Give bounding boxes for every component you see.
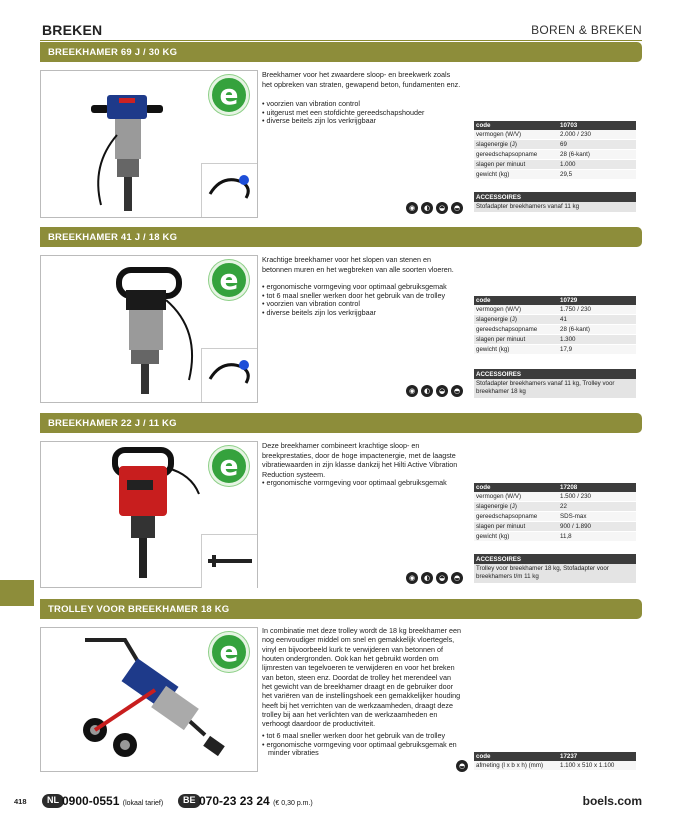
product-code: 10703 [558,121,636,130]
feature-list [262,732,472,758]
helmet-icon: ◓ [451,385,463,397]
chisel-accessory-image [201,534,257,588]
spec-table [474,483,636,542]
breaker-hammer-image [71,444,211,584]
spec-row: vermogen (W/V) 1.500 / 230 [474,492,636,502]
spec-row: slagen per minuut 900 / 1.890 [474,522,636,532]
spec-row: gereedschapsopname 28 (6-kant) [474,150,636,160]
be-phone: 070-23 23 24 (€ 0,30 p.m.) [199,794,313,808]
spec-header-label: code [474,752,558,761]
spec-row: gereedschapsopname SDS-max [474,512,636,522]
spec-header-label: code [474,483,558,492]
accessories-heading: ACCESSOIRES [474,369,636,379]
feature-item: • voorzien van vibration control [262,99,361,108]
header-divider [40,40,642,41]
breaker-hammer-image [71,75,211,215]
product-code: 10729 [558,296,636,305]
nl-phone: 0900-0551 (lokaal tarief) [62,794,164,808]
feature-item: • ergonomische vormgeving voor optimaal gebruiksgemak en minder vibraties [262,739,457,757]
eco-label-e-icon: e [209,632,249,672]
product-title: BREEKHAMER 22 J / 11 KG [40,413,642,433]
product-code: 17208 [558,483,636,492]
safety-icons [406,202,463,214]
dust-adapter-image [201,163,257,217]
product-description: In combinatie met deze trolley wordt de 18 kg breekhamer een nog eenvoudiger middel om snel en gemakkelijk vloertegels, vinyl en bijvoorbeeld kurk te verwijderen van betonnen of houten ondergronden. Ook kan het gebruikt worden om lijmresten van tegelvoeren te verwijderen en voor het breken van beton, steen enz. Doordat de trolley het merendeel van het gewicht van de breekhamer draagt en de gebruiker door het variëren van de instellingshoek een gemakkelijker houding heeft bij het verrichten van de werkzaamheden, draagt deze trolley bij aan het verlichten van de werkzaamheden en verhoogt daardoor de productiviteit. [262,626,461,729]
accessories-heading: ACCESSOIRES [474,554,636,564]
spec-row: gereedschapsopname 28 (6-kant) [474,325,636,335]
product-description: Deze breekhamer combineert krachtige sloop- en breekprestaties, door de hoge impactenergie, met de laagste vibratiewaarden in zijn klasse dankzij het Hilti Active Vibration Reduction systeem. [262,441,458,479]
feature-item: • tot 6 maal sneller werken door het gebruik van de trolley [262,290,446,300]
dust-mask-icon: ◒ [436,385,448,397]
spec-header-label: code [474,121,558,130]
helmet-icon: ◓ [451,572,463,584]
spec-row: slagenergie (J) 22 [474,502,636,512]
spec-table [474,121,636,180]
page-number: 418 [14,797,27,806]
product-section-22j [40,413,642,593]
dust-mask-icon: ◒ [436,572,448,584]
accessories-heading: ACCESSOIRES [474,192,636,202]
product-title: BREEKHAMER 69 J / 30 KG [40,42,642,62]
product-code: 17237 [558,752,636,761]
feature-item: • diverse beitels zijn los verkrijgbaar [262,307,376,317]
safety-icons [406,385,463,397]
feature-item: • uitgerust met een stofdichte gereedschapshouder [262,107,425,117]
section-tab-marker [0,580,34,606]
helmet-icon: ◓ [451,202,463,214]
category-title: BOREN & BREKEN [531,23,642,37]
breaker-hammer-image [71,260,211,400]
safety-icons [406,572,463,584]
spec-row: slagenergie (J) 41 [474,315,636,325]
feature-item: • ergonomische vormgeving voor optimaal gebruiksgemak [262,478,447,487]
ear-protection-icon: ◐ [421,385,433,397]
product-title: BREEKHAMER 41 J / 18 KG [40,227,642,247]
safety-glasses-icon: ◉ [406,202,418,214]
accessories-list: Stofadapter breekhamers vanaf 11 kg, Trolley voor breekhamer 18 kg [474,379,636,398]
website-link[interactable]: boels.com [582,794,642,808]
spec-row: gewicht (kg) 11,8 [474,532,636,542]
spec-row: slagen per minuut 1.300 [474,335,636,345]
feature-list [262,100,472,126]
spec-table [474,296,636,355]
spec-header-label: code [474,296,558,305]
spec-row: vermogen (W/V) 1.750 / 230 [474,305,636,315]
product-description: Breekhamer voor het zwaardere sloop- en breekwerk zoals het opbreken van straten, gewapend beton, fundamenten enz. [262,70,461,89]
spec-row: gewicht (kg) 17,9 [474,345,636,355]
product-section-69j [40,42,642,222]
nl-badge: NL [42,794,64,808]
spec-row: afmeting (l x b x h) (mm) 1.100 x 510 x 1.100 [474,761,636,771]
feature-item: • ergonomische vormgeving voor optimaal gebruiksgemak [262,282,447,291]
safety-glasses-icon: ◉ [406,572,418,584]
product-title: TROLLEY VOOR BREEKHAMER 18 KG [40,599,642,619]
feature-item: • voorzien van vibration control [262,299,361,308]
be-badge: BE [178,794,201,808]
ear-protection-icon: ◐ [421,572,433,584]
spec-row: vermogen (W/V) 2.000 / 230 [474,130,636,140]
product-section-trolley [40,599,642,789]
dust-adapter-image [201,348,257,402]
eco-label-e-icon: e [209,260,249,300]
helmet-icon: ◓ [456,760,468,772]
feature-item: • diverse beitels zijn los verkrijgbaar [262,116,376,125]
eco-label-e-icon: e [209,446,249,486]
safety-icons [456,760,468,772]
accessories-list: Stofadapter breekhamers vanaf 11 kg [474,202,636,212]
feature-list [262,283,472,317]
page-title: BREKEN [42,22,103,38]
feature-list [262,479,472,488]
dust-mask-icon: ◒ [436,202,448,214]
eco-label-e-icon: e [209,75,249,115]
ear-protection-icon: ◐ [421,202,433,214]
spec-table [474,752,636,771]
spec-row: gewicht (kg) 29,5 [474,170,636,180]
spec-row: slagen per minuut 1.000 [474,160,636,170]
product-section-41j [40,227,642,407]
page-footer [0,792,676,812]
safety-glasses-icon: ◉ [406,385,418,397]
accessories-list: Trolley voor breekhamer 18 kg, Stofadapter voor breekhamers t/m 11 kg [474,564,636,583]
spec-row: slagenergie (J) 69 [474,140,636,150]
feature-item: • tot 6 maal sneller werken door het gebruik van de trolley [262,731,446,740]
product-description: Krachtige breekhamer voor het slopen van stenen en betonnen muren en het wegbreken van alle soorten vloeren. [262,255,454,274]
